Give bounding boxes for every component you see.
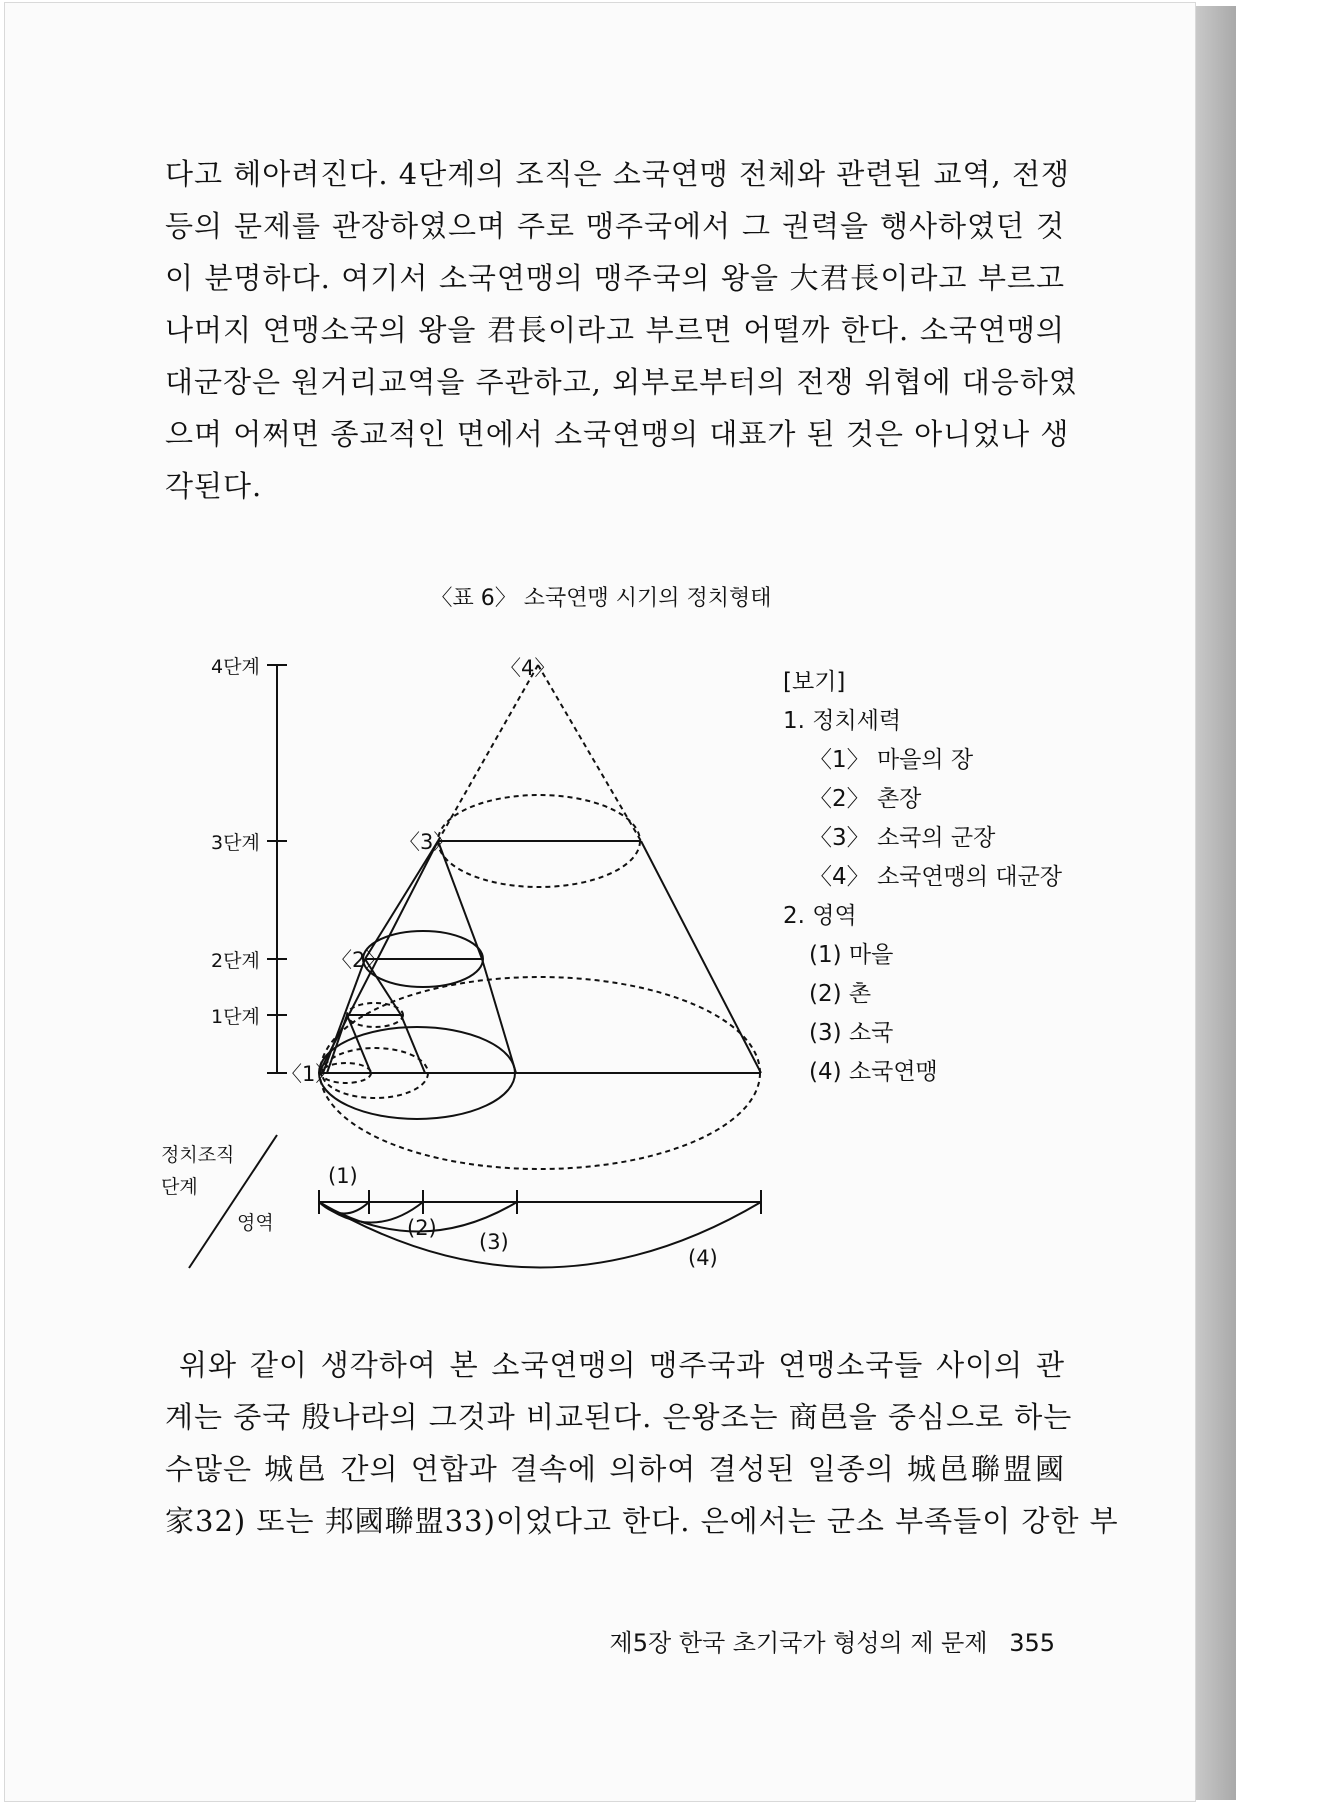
legend-item: 〈1〉 마을의 장: [809, 747, 974, 773]
area-4-arc: [319, 1202, 761, 1268]
cone-4-edge: [538, 665, 641, 841]
force-label-3: 〈3〉: [399, 830, 455, 854]
text-line: 대군장은 원거리교역을 주관하고, 외부로부터의 전쟁 위협에 대응하였: [165, 365, 1078, 399]
axis-label-stage: 단계: [161, 1176, 198, 1198]
area-label-1: (1): [328, 1164, 358, 1188]
area-label-3: (3): [479, 1230, 509, 1254]
legend-section: 2. 영역: [783, 903, 857, 929]
level-3-ellipse: [438, 795, 640, 887]
level-1-ellipse: [347, 1003, 403, 1027]
stage-label-4: 4단계: [211, 656, 260, 678]
cone-4-edge: [641, 841, 761, 1073]
axis-label-org: 정치조직: [161, 1144, 235, 1166]
legend-item: 〈2〉 촌장: [809, 786, 922, 812]
text-line: 家32) 또는 邦國聯盟33)이었다고 한다. 은에서는 군소 부족들이 강한 부: [165, 1504, 1119, 1538]
legend-section: 1. 정치세력: [783, 708, 902, 734]
legend-item: (4) 소국연맹: [809, 1059, 938, 1085]
force-label-1: 〈1〉: [281, 1062, 337, 1086]
legend-title: [보기]: [783, 669, 846, 695]
text-line: 등의 문제를 관장하였으며 주로 맹주국에서 그 권력을 행사하였던 것: [165, 209, 1065, 243]
area-3-arc: [319, 1202, 517, 1232]
figure-legend: [783, 663, 1062, 1092]
area-label-4: (4): [688, 1246, 718, 1270]
book-page: [4, 2, 1196, 1802]
stage-label-3: 3단계: [211, 832, 260, 854]
cone-3-edge: [365, 841, 438, 959]
force-label-4: 〈4〉: [500, 656, 556, 680]
paragraph-top: [165, 148, 1078, 512]
legend-item: (3) 소국: [809, 1020, 894, 1046]
stage-label-2: 2단계: [211, 950, 260, 972]
axis-divider-slash: [189, 1135, 277, 1268]
legend-item: 〈4〉 소국연맹의 대군장: [809, 864, 1062, 890]
text-line: 나머지 연맹소국의 왕을 君長이라고 부르면 어떨까 한다. 소국연맹의: [165, 313, 1065, 347]
page-edge: [1196, 6, 1236, 1800]
cone-2-edge: [401, 1015, 425, 1073]
area-1-arc: [319, 1202, 369, 1214]
legend-item: 〈3〉 소국의 군장: [809, 825, 996, 851]
area-4-ellipse: [320, 977, 760, 1169]
area-2-ellipse: [322, 1048, 428, 1098]
cone-1-edge: [347, 1015, 371, 1073]
area-label-2: (2): [407, 1216, 437, 1240]
area-3-ellipse: [319, 1027, 515, 1119]
page-footer: [596, 1623, 1055, 1658]
figure-caption: 〈표 6〉 소국연맹 시기의 정치형태: [430, 586, 772, 611]
text-line: 이 분명하다. 여기서 소국연맹의 맹주국의 왕을 大君長이라고 부르고: [165, 261, 1065, 295]
level-2-ellipse: [363, 931, 483, 987]
chapter-title: 제5장 한국 초기국가 형성의 제 문제: [609, 1629, 988, 1657]
text-line: 수많은 城邑 간의 연합과 결속에 의하여 결성된 일종의 城邑聯盟國: [165, 1452, 1065, 1486]
cone-2-edge: [323, 959, 365, 1073]
stage-label-1: 1단계: [211, 1006, 260, 1028]
area-2-arc: [319, 1202, 423, 1223]
legend-item: (1) 마을: [809, 942, 894, 968]
cone-3-edge: [438, 841, 482, 959]
text-line: 위와 같이 생각하여 본 소국연맹의 맹주국과 연맹소국들 사이의 관: [179, 1348, 1065, 1382]
cone-4-edge: [319, 841, 438, 1073]
cone-2-edge: [365, 959, 401, 1015]
text-line: 계는 중국 殷나라의 그것과 비교된다. 은왕조는 商邑을 중심으로 하는: [165, 1400, 1073, 1434]
text-line: 각된다.: [165, 469, 263, 503]
cone-4-edge: [438, 665, 538, 841]
area-1-ellipse: [321, 1063, 371, 1083]
axis-label-area: 영역: [237, 1212, 274, 1234]
cone-3-edge: [482, 959, 516, 1073]
paragraph-bottom: [165, 1339, 1119, 1547]
force-label-2: 〈2〉: [331, 948, 387, 972]
legend-item: (2) 촌: [809, 981, 872, 1007]
page-number: 355: [1009, 1629, 1055, 1657]
cone-1-edge: [327, 1015, 347, 1073]
text-line: 으며 어쩌면 종교적인 면에서 소국연맹의 대표가 된 것은 아니었나 생: [165, 417, 1070, 451]
text-line: 다고 헤아려진다. 4단계의 조직은 소국연맹 전체와 관련된 교역, 전쟁: [165, 157, 1071, 191]
